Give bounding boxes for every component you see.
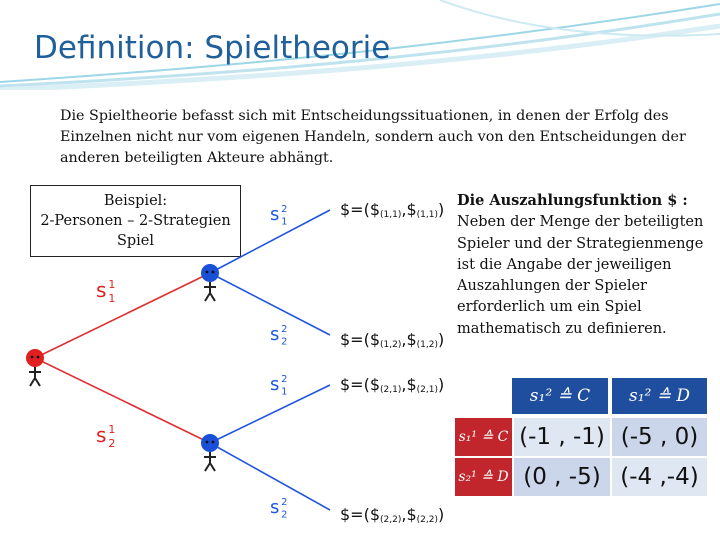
player2-icon-eye [212, 271, 215, 274]
example-line-2: 2-Personen – 2-Strategien [40, 213, 231, 229]
matrix-cell: (-5 , 0) [612, 418, 707, 456]
p1-strategy-label-sup: 1 [108, 278, 116, 291]
p2-strategy-label: s [270, 204, 280, 225]
payoff-body: Neben der Menge der beteiligten Spieler und der Strategienmenge ist die Angabe der jeweiligen Auszahlungen der Spieler erforderlich um ein Spiel mathematisch zu definieren. [457, 214, 704, 337]
p1-strategy-label: s [96, 278, 107, 302]
slide-title: Definition: Spieltheorie [34, 30, 391, 66]
p2-strategy-label-sub: 2 [281, 509, 288, 521]
player2-icon-body [204, 452, 216, 471]
player2-icon-head [201, 264, 219, 282]
payoff-matrix [455, 378, 707, 498]
payoff-heading: Die Auszahlungsfunktion $ : [457, 192, 688, 209]
player1-icon-head [26, 349, 44, 367]
matrix-cell: (-4 ,-4) [612, 458, 707, 496]
game-tree [0, 180, 460, 540]
matrix-row-header: s₁¹ ≙ C [455, 418, 512, 456]
p1-strategy-label-sub: 2 [108, 437, 116, 450]
p1-strategy-label-sub: 1 [108, 292, 116, 305]
example-line-1: Beispiel: [103, 193, 168, 209]
matrix-row-header: s₂¹ ≙ D [455, 458, 512, 496]
p2-strategy-label: s [270, 324, 280, 345]
p2-strategy-label: s [270, 374, 280, 395]
p2-strategy-label-sub: 2 [281, 336, 288, 348]
p2-strategy-label-sup: 2 [281, 203, 288, 215]
p2-strategy-label-sub: 1 [281, 386, 288, 398]
player1-icon-eye [37, 356, 40, 359]
matrix-cell: (0 , -5) [514, 458, 610, 496]
payoff-description [457, 190, 709, 340]
branch-line [35, 273, 210, 358]
branch-line [35, 358, 210, 443]
payoff-label: $=($(2,2),$(2,2)) [340, 505, 445, 525]
player2-icon-head [201, 434, 219, 452]
example-line-3: Spiel [116, 233, 155, 249]
player2-icon-eye [206, 271, 209, 274]
matrix-col-header: s₁² ≙ C [512, 378, 608, 414]
player1-icon-body [29, 367, 41, 386]
payoff-label: $=($(1,1),$(1,1)) [340, 200, 445, 220]
p1-strategy-label-sup: 1 [108, 423, 116, 436]
matrix-cell: (-1 , -1) [514, 418, 610, 456]
payoff-label: $=($(2,1),$(2,1)) [340, 375, 445, 395]
intro-paragraph: Die Spieltheorie befasst sich mit Entscheidungssituationen, in denen der Erfolg des Einzelnen nicht nur vom eigenen Handeln, sondern auch von den Entscheidungen der anderen beteiligten Akteure abhängt. [60, 108, 686, 166]
p1-strategy-label: s [96, 423, 107, 447]
p2-strategy-label: s [270, 497, 280, 518]
p2-strategy-label-sup: 2 [281, 373, 288, 385]
player2-icon-eye [206, 441, 209, 444]
player2-icon-eye [212, 441, 215, 444]
p2-strategy-label-sub: 1 [281, 216, 288, 228]
player2-icon-body [204, 282, 216, 301]
matrix-col-header: s₁² ≙ D [612, 378, 707, 414]
payoff-label: $=($(1,2),$(1,2)) [340, 330, 445, 350]
p2-strategy-label-sup: 2 [281, 323, 288, 335]
player1-icon-eye [31, 356, 34, 359]
p2-strategy-label-sup: 2 [281, 496, 288, 508]
